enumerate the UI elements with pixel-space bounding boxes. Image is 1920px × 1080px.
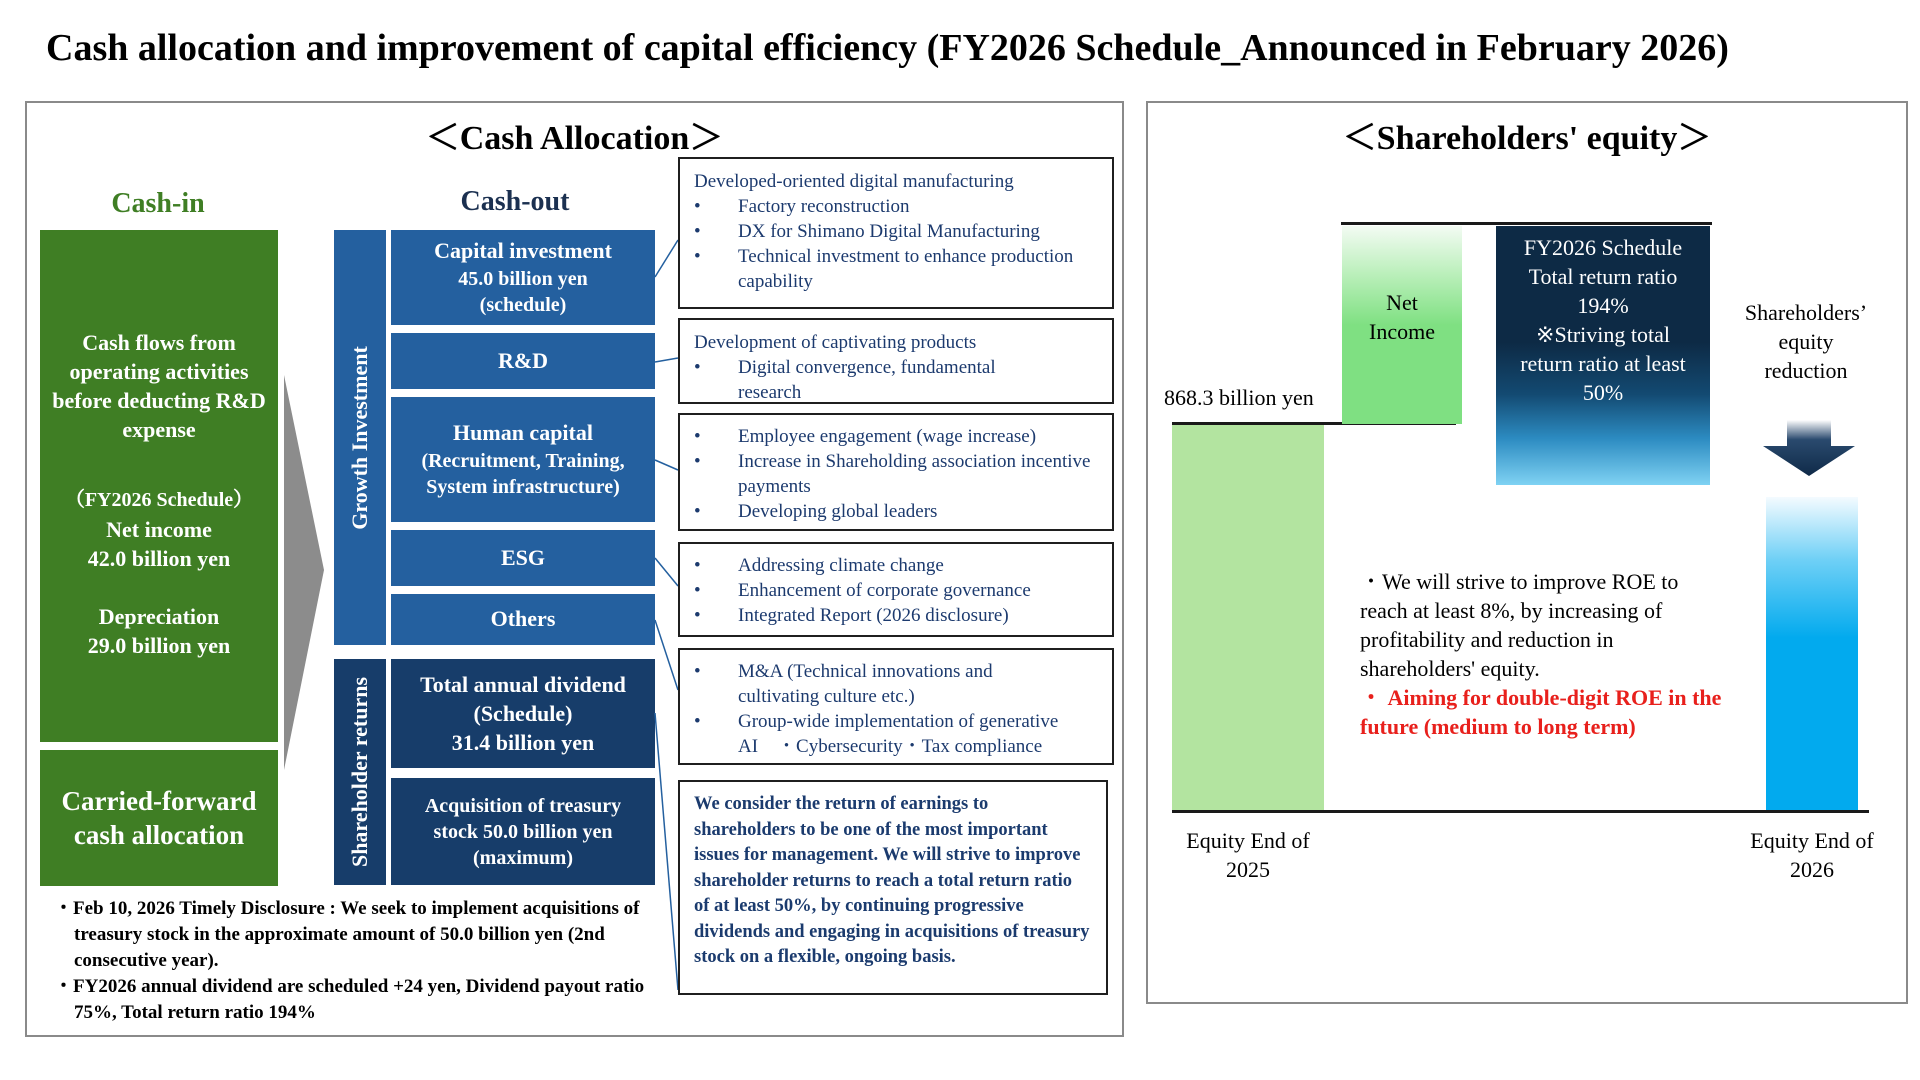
list-item: • Factory reconstruction (694, 194, 1098, 219)
human-capital-line3: System infrastructure) (426, 475, 620, 498)
shareholder-returns-label: Shareholder returns (334, 659, 386, 885)
list-item: • Technical investment to enhance production capability (694, 244, 1098, 294)
schedule-line1: FY2026 Schedule (1523, 235, 1683, 260)
list-item: • Developing global leaders (694, 499, 1098, 524)
list-item: • Addressing climate change (694, 553, 1098, 578)
schedule-line2: Total return ratio (1528, 264, 1678, 289)
equity-2025-value: 868.3 billion yen (1164, 385, 1314, 410)
human-capital-line2: (Recruitment, Training, (421, 449, 625, 472)
equity-title: ＜Shareholders' equity＞ (1342, 120, 1712, 157)
equity-2025-label: Equity End of 2025 (1186, 828, 1310, 882)
list-item: • Enhancement of corporate governance (694, 578, 1098, 603)
capital-detail-box (678, 157, 1114, 309)
roe-highlight: ・ Aiming for double-digit ROE in the future (medium to long term) (1360, 685, 1722, 739)
esg-detail-box (678, 542, 1114, 637)
notes (54, 896, 654, 1026)
depreciation-value: 29.0 billion yen (87, 633, 231, 658)
schedule-line5: return ratio at least (1520, 351, 1686, 376)
list-item: • Group-wide implementation of generative AI ・Cybersecurity・Tax compliance (694, 709, 1098, 759)
net-income-label-right: Net Income (1369, 290, 1435, 344)
human-detail-box (678, 413, 1114, 531)
top-divider (1341, 222, 1712, 225)
growth-investment-label: Growth Investment (334, 230, 386, 645)
dividend-amount: 31.4 billion yen (451, 730, 595, 755)
equity-2026-bar (1766, 497, 1858, 810)
schedule-box-text (1496, 233, 1710, 407)
list-item: • Integrated Report (2026 disclosure) (694, 603, 1098, 628)
others-detail-box (678, 648, 1114, 765)
cash-in-heading: Cash-in (111, 188, 205, 219)
equity-reduction-label: Shareholders’ equity reduction (1744, 300, 1868, 383)
cash-flows-label: Cash flows from operating activities before deducting R&D expense (52, 330, 266, 442)
capital-investment-title: Capital investment (434, 238, 612, 264)
dividend-line2: (Schedule) (473, 701, 573, 726)
schedule-line6: 50% (1582, 380, 1624, 405)
schedule-label: （FY2026 Schedule） (64, 489, 254, 511)
list-item: • DX for Shimano Digital Manufacturing (694, 219, 1098, 244)
treasury-line1: Acquisition of treasury (424, 794, 622, 817)
roe-text-block (1360, 567, 1730, 741)
rnd-label: R&D (497, 347, 549, 373)
baseline (1172, 810, 1869, 813)
list-item: • Increase in Shareholding association incentive payments (694, 449, 1098, 499)
capital-detail-heading: Developed-oriented digital manufacturing (694, 171, 1014, 192)
down-arrow-icon (1763, 420, 1855, 476)
note-item: ・FY2026 annual dividend are scheduled +24 yen, Dividend payout ratio 75%, Total return ratio 194% (54, 976, 645, 1023)
treasury-line3: (maximum) (473, 846, 573, 869)
human-capital-title: Human capital (453, 420, 593, 446)
cash-allocation-title: ＜Cash Allocation＞ (425, 120, 724, 157)
net-income-value: 42.0 billion yen (87, 546, 231, 571)
list-item: • Digital convergence, fundamental research (694, 355, 1098, 405)
page-title: Cash allocation and improvement of capital efficiency (FY2026 Schedule_Announced in February 2026) (46, 27, 1729, 69)
list-item: • M&A (Technical innovations and cultivating culture etc.) (694, 659, 1098, 709)
schedule-line3: 194% (1577, 293, 1629, 318)
schedule-line4: ※Striving total (1536, 322, 1670, 347)
roe-text: ・We will strive to improve ROE to reach at least 8%, by increasing of profitability and reduction in shareholders' equity. (1360, 569, 1679, 681)
treasury-line2: stock 50.0 billion yen (433, 820, 613, 843)
returns-policy-text: We consider the return of earnings to shareholders to be one of the most important issues for management. We will strive to improve shareholder returns to reach a total return ratio of at least 50%, by continuing progressive dividends and engaging in acquisitions of treasury stock on a flexible, ongoing basis. (694, 794, 1090, 967)
capital-investment-amount: 45.0 billion yen (458, 267, 588, 290)
depreciation-label: Depreciation (98, 604, 220, 629)
dividend-line1: Total annual dividend (420, 672, 626, 697)
others-label: Others (490, 606, 556, 632)
carried-forward-label: Carried-forward cash allocation (61, 786, 257, 850)
note-item: ・Feb 10, 2026 Timely Disclosure : We seek to implement acquisitions of treasury stock in the approximate amount of 50.0 billion yen (2nd consecutive year). (54, 898, 640, 971)
net-income-label: Net income (106, 517, 212, 542)
equity-2026-label: Equity End of 2026 (1750, 828, 1874, 882)
rnd-detail-box (678, 318, 1114, 404)
capital-investment-note: (schedule) (479, 293, 567, 316)
returns-policy-box (678, 780, 1108, 995)
equity-2025-bar (1172, 425, 1324, 810)
rnd-detail-heading: Development of captivating products (694, 332, 977, 353)
esg-label: ESG (500, 544, 546, 570)
list-item: • Employee engagement (wage increase) (694, 424, 1098, 449)
cash-out-heading: Cash-out (460, 186, 570, 217)
